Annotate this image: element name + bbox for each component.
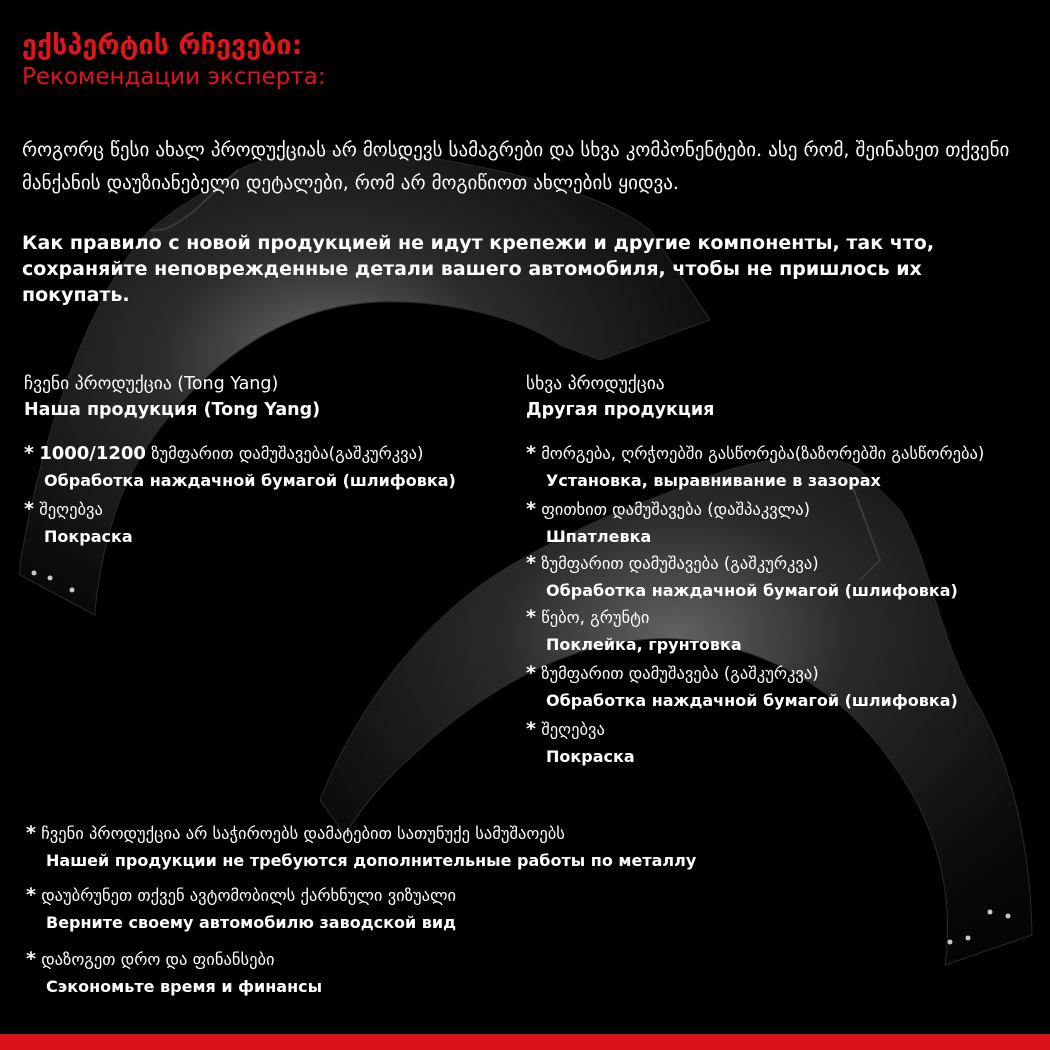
other-products-heading-georgian: სხვა პროდუქცია: [526, 374, 665, 394]
our-products-heading-russian: Наша продукция (Tong Yang): [24, 400, 321, 420]
bullet-star: *: [26, 948, 36, 970]
our-products-heading: [24, 371, 320, 423]
item-georgian: ზუმფარით დამუშავება(გაშკურკვა): [151, 444, 424, 463]
benefit-georgian: დაუბრუნეთ თქვენ ავტომობილს ქარხნული ვიზუალი: [41, 886, 457, 905]
our-products-item: [24, 496, 133, 550]
bullet-star: *: [26, 884, 36, 906]
our-products-item: [24, 440, 456, 494]
our-products-heading-georgian: ჩვენი პროდუქცია (Tong Yang): [24, 374, 279, 394]
item-russian: Поклейка, грунтовка: [546, 635, 742, 654]
bullet-star: *: [526, 662, 536, 684]
intro-russian: Как правило с новой продукцией не идут крепежи и другие компоненты, так что, сохраняйте неповрежденные детали вашего автомобиля, чтобы не пришлось их покупать.: [22, 232, 935, 306]
bullet-star: *: [26, 822, 36, 844]
item-russian: Обработка наждачной бумагой (шлифовка): [546, 581, 958, 600]
bullet-star: *: [526, 552, 536, 574]
other-products-item: [526, 660, 958, 714]
item-russian: Покраска: [44, 527, 133, 546]
benefit-georgian: ჩვენი პროდუქცია არ საჭიროებს დამატებით სათუნუქე სამუშაოებს: [41, 824, 565, 843]
other-products-item: [526, 440, 984, 494]
intro-georgian: როგორც წესი ახალ პროდუქციას არ მოსდევს სამაგრები და სხვა კომპონენტები. ასე რომ, შეინახეთ თქვენი მანქანის დაუზიანებელი დეტალები, რომ არ მოგიწიოთ ახლების ყიდვა.: [22, 139, 1010, 194]
item-georgian: შეღებვა: [39, 500, 103, 519]
benefit-russian: Верните своему автомобилю заводской вид: [46, 913, 456, 932]
bullet-star: *: [24, 498, 34, 520]
benefit-item: [26, 946, 322, 1000]
bullet-star: *: [526, 498, 536, 520]
other-products-item: [526, 604, 742, 658]
other-products-heading-russian: Другая продукция: [526, 400, 715, 420]
item-georgian: ზუმფარით დამუშავება (გაშკურკვა): [541, 554, 819, 573]
item-georgian: ფითხით დამუშავება (დაშპაკვლა): [541, 500, 811, 519]
benefit-item: [26, 882, 456, 936]
other-products-heading: [526, 371, 714, 423]
grit-number: 1000/1200: [39, 443, 146, 464]
item-georgian: ზუმფარით დამუშავება (გაშკურკვა): [541, 664, 819, 683]
item-russian: Установка, выравнивание в зазорах: [546, 471, 881, 490]
item-georgian: მორგება, ღრჭოებში გასწორება(ზაზორებში გასწორება): [541, 444, 985, 463]
item-russian: Обработка наждачной бумагой (шлифовка): [44, 471, 456, 490]
bullet-star: *: [526, 718, 536, 740]
benefit-russian: Сэкономьте время и финансы: [46, 977, 323, 996]
other-products-item: [526, 550, 958, 604]
bullet-star: *: [526, 442, 536, 464]
benefit-georgian: დაზოგეთ დრო და ფინანსები: [41, 950, 275, 969]
item-russian: Шпатлевка: [546, 527, 652, 546]
benefit-item: [26, 820, 696, 874]
item-russian: Покраска: [546, 747, 635, 766]
benefit-russian: Нашей продукции не требуются дополнительные работы по металлу: [46, 851, 697, 870]
bullet-star: *: [526, 606, 536, 628]
page-title-georgian: ექსპერტის რჩევები:: [22, 30, 303, 61]
other-products-item: [526, 716, 635, 770]
item-georgian: შეღებვა: [541, 720, 605, 739]
other-products-item: [526, 496, 810, 550]
page-title-russian: Рекомендации эксперта:: [22, 64, 326, 90]
item-georgian: წებო, გრუნტი: [541, 608, 650, 627]
bullet-star: *: [24, 442, 34, 464]
item-russian: Обработка наждачной бумагой (шлифовка): [546, 691, 958, 710]
bottom-accent-bar: [0, 1034, 1050, 1050]
